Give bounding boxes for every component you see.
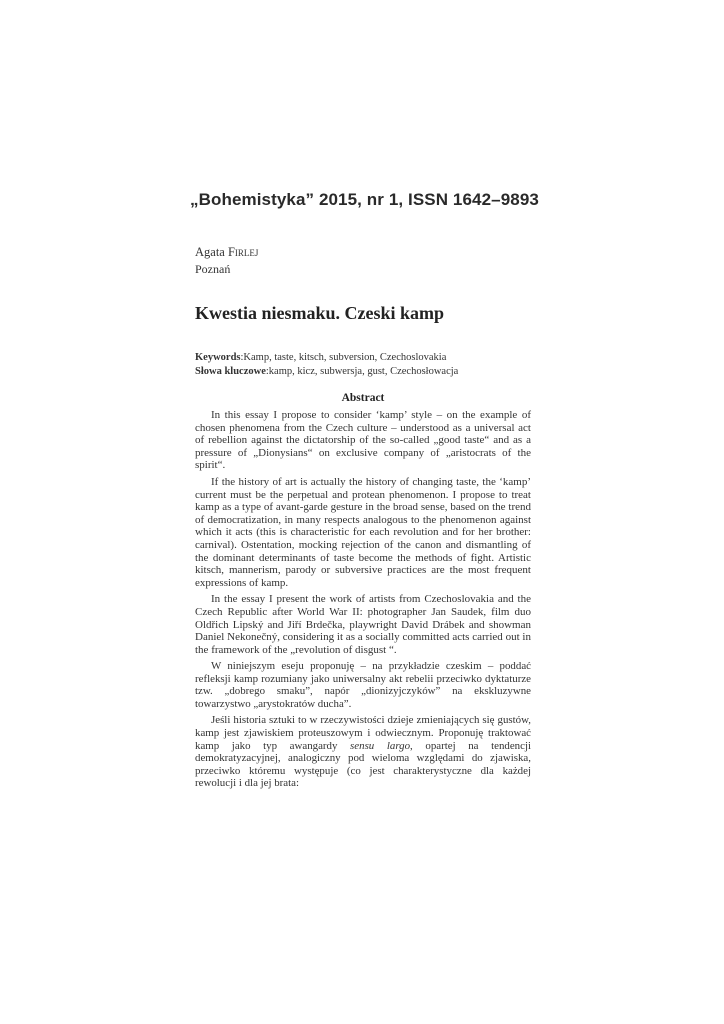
body-italic-term: sensu largo bbox=[350, 739, 411, 752]
body-text: , opartej na tendencji demokratyzacyjnej, analogiczny pod wieloma względami do zjawiska, przeciwko któremu występuje (co jest charakterystyczne dla każdej rewolucji i dla jej brata: bbox=[195, 739, 531, 790]
abstract-heading: Abstract bbox=[341, 392, 385, 404]
author-name bbox=[195, 245, 258, 260]
keywords-polish-values: :kamp, kicz, subwersja, gust, Czechosłowacja bbox=[265, 366, 459, 377]
abstract-paragraph: In the essay I present the work of artists from Czechoslovakia and the Czech Republic after World War II: photographer Jan Saudek, film duo Oldřich Lipský and Jiří Brdečka, playwright David Drábek and showman Daniel Nekonečný, considering it as a socially committed acts carried out in the framework of the „revolution of disgust “. bbox=[195, 593, 531, 656]
author-affiliation: Poznań bbox=[195, 262, 231, 276]
abstract-body bbox=[195, 409, 531, 660]
author-first-name: Agata bbox=[195, 245, 225, 259]
keywords-polish-label: Słowa kluczowe bbox=[195, 366, 266, 377]
body-paragraph: W niniejszym eseju proponuję – na przykładzie czeskim – poddać refleksji kamp rozumiany jako uniwersalny akt rebelii przeciwko dyktaturze tzw. „dobrego smaku”, napór „dionizyjczyków” na ekskluzywne towarzystwo „arystokratów ducha”. bbox=[195, 660, 531, 710]
author-last-name: Firlej bbox=[227, 245, 259, 259]
keywords-english-label: Keywords bbox=[195, 352, 241, 363]
keywords-polish bbox=[195, 366, 535, 377]
polish-body bbox=[195, 660, 531, 794]
abstract-paragraph: If the history of art is actually the history of changing taste, the ‘kamp’ current must be the perpetual and protean phenomenon. I propose to treat kamp as a type of avant-garde gesture in the broad sense, based on the trend of democratization, in many respects analogous to the phenomenon against which it acts (this is characteristic for each revolution and for her brother: carnival). Ostentation, mocking rejection of the canon and dismantling of the dominant determinants of taste become the methods of fight. Artistic kitsch, mannerism, parody or subversive practices are the most frequent expressions of kamp. bbox=[195, 475, 531, 589]
abstract-paragraph: In this essay I propose to consider ‘kamp’ style – on the example of chosen phenomena from the Czech culture – understood as a universal act of rebellion against the dictatorship of the so-called „good taste“ and as a pressure of „Dionysians“ on exclusive company of „aristocrats of the spirit“. bbox=[195, 409, 531, 472]
keywords-english bbox=[195, 352, 535, 363]
body-paragraph bbox=[195, 714, 531, 790]
article-title: Kwestia niesmaku. Czeski kamp bbox=[195, 303, 445, 323]
body-text: Jeśli historia sztuki to w rzeczywistości dzieje zmieniających się gustów, kamp jest zjawiskiem proteuszowym i odwiecznym. Proponuję traktować kamp jako typ awangardy bbox=[195, 714, 531, 752]
keywords-english-values: :Kamp, taste, kitsch, subversion, Czechoslovakia bbox=[240, 352, 447, 363]
journal-header: „Bohemistyka” 2015, nr 1, ISSN 1642–9893 bbox=[190, 190, 539, 209]
